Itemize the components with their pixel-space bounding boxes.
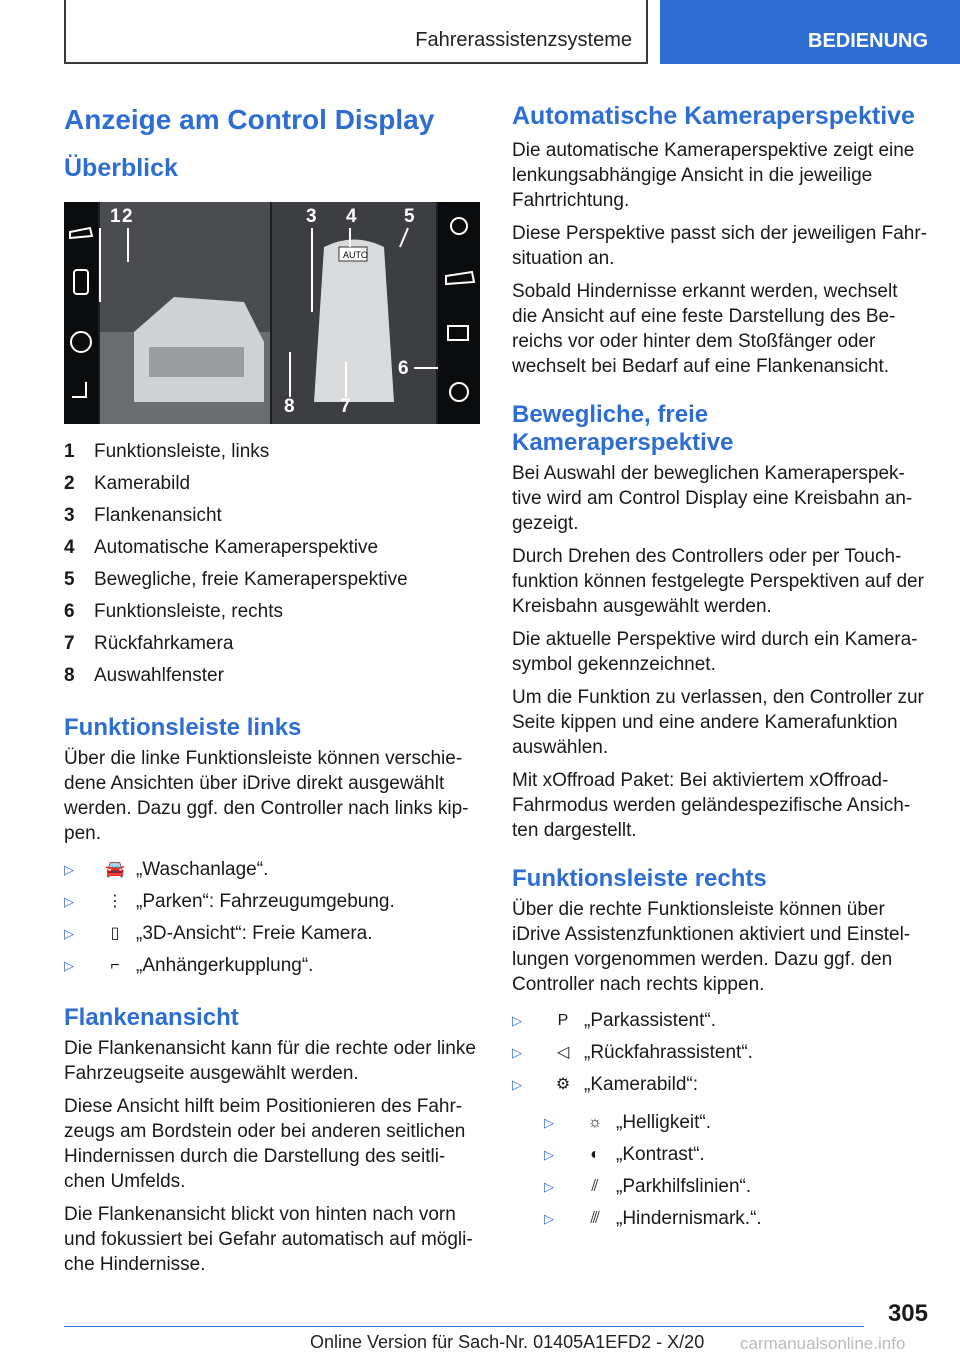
legend-item: 7 Rückfahrkamera — [64, 633, 234, 654]
left-bar-list — [64, 854, 480, 982]
section-flank-p1: Die Flankenansicht kann für die rechte oder linke Fahrzeugseite ausgewählt werden. — [64, 1038, 476, 1084]
section-auto-p2: Diese Perspektive passt sich der jeweiligen Fahr-situation an. — [512, 223, 928, 269]
callout-1: 1 — [110, 206, 121, 227]
section-free-title: Bewegliche, freie Kameraperspektive — [512, 401, 734, 456]
callout-7: 7 — [340, 396, 351, 417]
page-number: 305 — [887, 1300, 928, 1327]
header-chapter: BEDIENUNG — [808, 30, 929, 52]
camera-settings-sublist — [544, 1107, 928, 1235]
section-flank-p3: Die Flankenansicht blickt von hinten nach vorn und fokussiert bei Gefahr automatisch auf mögli-che Hindernisse. — [64, 1204, 473, 1275]
legend-item: 2 Kamerabild — [64, 473, 191, 494]
obstacle-marking-icon: ⫻ — [590, 1210, 600, 1227]
list-item: ▷ ⋮ „Parken“: Fahrzeugumgebung. — [64, 886, 480, 918]
camera-display-figure — [64, 202, 480, 424]
park-assist-icon: P — [557, 1012, 569, 1029]
list-item: ▷ ▯ „3D-Ansicht“: Freie Kamera. — [64, 918, 480, 950]
legend-item: 8 Auswahlfenster — [64, 665, 224, 686]
parking-lines-icon: ⫽ — [591, 1178, 599, 1195]
list-item: ▷ ◐ „Kontrast“. — [544, 1139, 928, 1171]
list-item: ▷ ◁ „Rückfahrassistent“. — [512, 1037, 928, 1069]
header-section: Fahrerassistenzsysteme — [415, 29, 632, 51]
section-free-p5: Mit xOffroad Paket: Bei aktiviertem xOffroad-Fahrmodus werden geländespezifische Ansich-ten dargestellt. — [512, 770, 911, 841]
camera-settings-icon: ⚙ — [555, 1076, 571, 1093]
contrast-icon: ◐ — [590, 1146, 600, 1163]
section-auto-p3: Sobald Hindernisse erkannt werden, wechselt die Ansicht auf eine feste Darstellung des Be-reichs vor oder hinter dem Stoßfänger oder wechselt bei Bedarf auf eine Flankenansicht. — [512, 281, 898, 377]
camera-display-illustration — [64, 202, 480, 424]
legend-item: 4 Automatische Kameraperspektive — [64, 537, 379, 558]
section-right-bar-text: Über die rechte Funktionsleiste können über iDrive Assistenzfunktionen aktiviert und Einstel-lungen vorgenommen werden. Dazu ggf. den Controller nach rechts kippen. — [512, 899, 911, 995]
section-flank-title: Flankenansicht — [64, 1004, 239, 1031]
list-item: ▷ 🚘 „Waschanlage“. — [64, 854, 480, 886]
section-right-bar-title: Funktionsleiste rechts — [512, 865, 767, 892]
legend-item: 3 Flankenansicht — [64, 505, 222, 526]
callout-8: 8 — [284, 396, 295, 417]
trailer-hitch-icon: ⌐ — [110, 957, 120, 974]
section-auto-p1: Die automatische Kameraperspektive zeigt eine lenkungsabhängige Ansicht in die jeweilige Fahrtrichtung. — [512, 140, 915, 211]
callout-2: 2 — [122, 206, 133, 227]
brightness-icon: ☼ — [587, 1114, 603, 1131]
list-item: ▷ ⫽ „Parkhilfslinien“. — [544, 1171, 928, 1203]
header-chapter-tab[interactable] — [660, 0, 960, 64]
section-overview-title: Überblick — [64, 154, 178, 182]
callout-6: 6 — [398, 358, 409, 379]
fig-auto-label: AUTO — [343, 250, 368, 260]
watermark: carmanualsonline.info — [740, 1334, 906, 1353]
list-item: ▷ ⚙ „Kamerabild“: — [512, 1069, 928, 1101]
section-free-p3: Die aktuelle Perspektive wird durch ein Kamera-symbol gekennzeichnet. — [512, 629, 918, 675]
page-title: Anzeige am Control Display — [64, 104, 435, 135]
right-column — [512, 100, 928, 1235]
list-item: ▷ ⫻ „Hindernismark.“. — [544, 1203, 928, 1235]
section-left-bar-text: Über die linke Funktionsleiste können verschie-dene Ansichten über iDrive direkt ausgewählt werden. Dazu ggf. den Controller nach links kip-pen. — [64, 748, 469, 844]
section-flank-p2: Diese Ansicht hilft beim Positionieren des Fahr-zeugs am Bordstein oder bei anderen seitlichen Hindernissen durch die Darstellung des seitli-chen Umfelds. — [64, 1096, 466, 1192]
list-item: ▷ ⌐ „Anhängerkupplung“. — [64, 950, 480, 982]
legend-item: 1 Funktionsleiste, links — [64, 441, 270, 462]
3d-view-icon: ▯ — [110, 925, 120, 942]
legend-item: 6 Funktionsleiste, rechts — [64, 601, 284, 622]
list-item: ▷ ☼ „Helligkeit“. — [544, 1107, 928, 1139]
list-item: ▷ P „Parkassistent“. — [512, 1005, 928, 1037]
section-left-bar-title: Funktionsleiste links — [64, 714, 302, 741]
footer-note: Online Version für Sach-Nr. 01405A1EFD2 - X/20 — [310, 1332, 705, 1352]
callout-4: 4 — [346, 206, 357, 227]
car-wash-icon: 🚘 — [105, 861, 125, 878]
figure-legend — [64, 436, 480, 692]
footer-rule — [64, 1326, 864, 1327]
left-column — [64, 100, 480, 1285]
parking-icon: ⋮ — [107, 893, 123, 910]
section-free-p4: Um die Funktion zu verlassen, den Controller zur Seite kippen und eine andere Kamerafunktion auswählen. — [512, 687, 924, 758]
right-bar-list — [512, 1005, 928, 1101]
legend-item: 5 Bewegliche, freie Kameraperspektive — [64, 569, 408, 590]
callout-3: 3 — [306, 206, 317, 227]
section-auto-title: Automatische Kameraperspektive — [512, 102, 915, 130]
header-section-box — [64, 0, 648, 64]
reverse-assist-icon: ◁ — [556, 1044, 570, 1061]
callout-5: 5 — [404, 206, 415, 227]
section-free-p1: Bei Auswahl der beweglichen Kameraperspek-tive wird am Control Display eine Kreisbahn an-gezeigt. — [512, 463, 913, 534]
section-free-p2: Durch Drehen des Controllers oder per Touch-funktion können festgelegte Perspektiven auf der Kreisbahn ausgewählt werden. — [512, 546, 924, 617]
